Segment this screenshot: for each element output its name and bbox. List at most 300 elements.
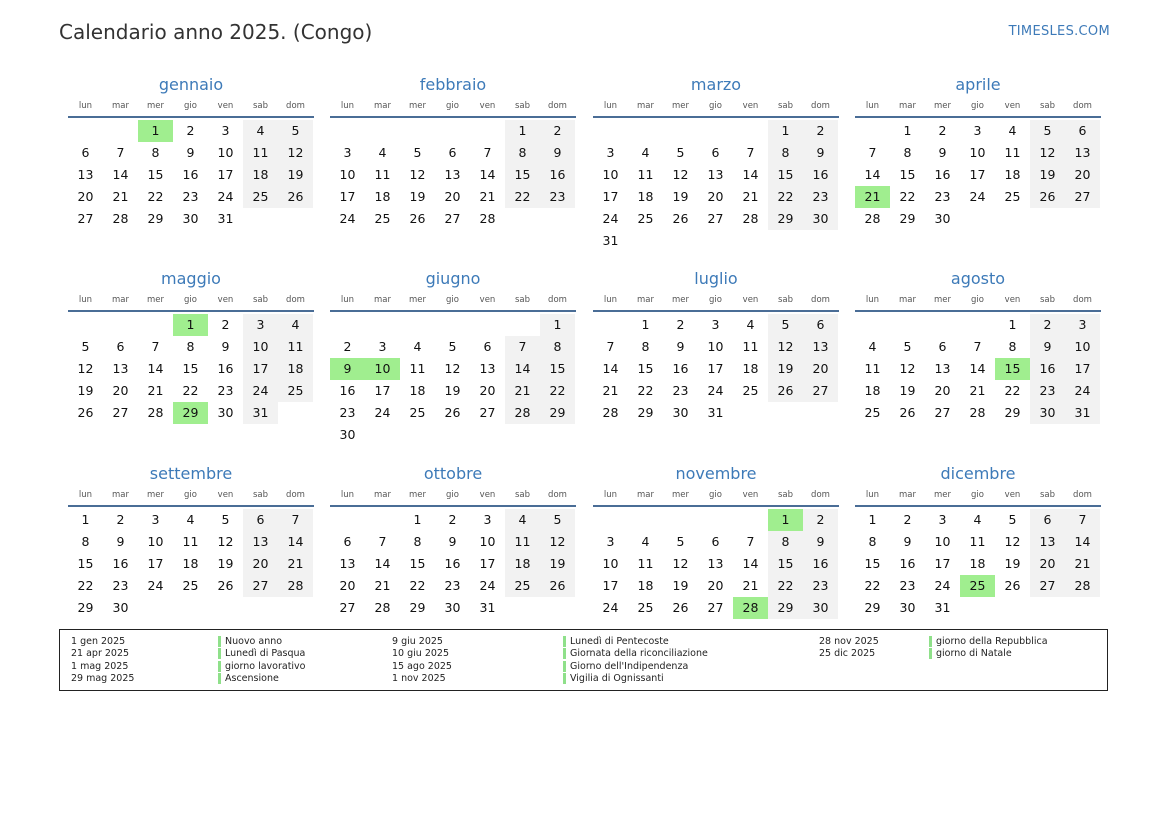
day-cell: 4 — [641, 534, 650, 549]
day-cell: 22 — [768, 186, 803, 208]
legend-dates-column — [819, 636, 879, 661]
day-cell: 4 — [378, 145, 387, 160]
day-cell: 19 — [278, 164, 313, 186]
day-cell: 30 — [1030, 402, 1065, 424]
day-cell: 27 — [243, 575, 278, 597]
legend-date: 28 nov 2025 — [819, 636, 879, 647]
weekday-label: mar — [899, 490, 916, 500]
weekday-label: mer — [671, 490, 689, 500]
weekday-label: gio — [446, 101, 459, 111]
month-novembre — [593, 463, 839, 619]
day-cell: 8 — [641, 339, 650, 354]
day-cell: 5 — [676, 534, 685, 549]
day-cell: 14 — [479, 167, 496, 182]
day-cell: 5 — [221, 512, 230, 527]
day-cell: 30 — [934, 211, 951, 226]
day-cell: 7 — [973, 339, 982, 354]
day-cell: 6 — [1030, 509, 1065, 531]
day-cell: 3 — [378, 339, 387, 354]
empty-cell — [365, 314, 400, 336]
weekday-label: lun — [78, 295, 93, 305]
weekday-label: mar — [112, 295, 129, 305]
day-cell: 26 — [278, 186, 313, 208]
legend-holiday-name: Giorno dell'Indipendenza — [563, 661, 688, 672]
day-cell: 5 — [81, 339, 90, 354]
day-cell: 29 — [637, 405, 654, 420]
legend-holiday-name: Lunedì di Pentecoste — [563, 636, 669, 647]
empty-cell — [470, 314, 505, 336]
empty-cell — [890, 314, 925, 336]
day-cell: 6 — [1065, 120, 1100, 142]
weekday-label: sab — [514, 101, 531, 111]
weekday-label: gio — [446, 490, 459, 500]
day-cell: 5 — [448, 339, 457, 354]
day-cell: 22 — [1004, 383, 1021, 398]
day-cell: 22 — [540, 380, 575, 402]
day-grid — [593, 120, 839, 252]
day-cell: 12 — [444, 361, 461, 376]
legend-names-column — [218, 636, 306, 686]
day-cell: 2 — [903, 512, 912, 527]
day-cell: 17 — [969, 167, 986, 182]
empty-cell — [593, 509, 628, 531]
legend-holiday-name: Lunedì di Pasqua — [218, 648, 305, 659]
day-cell: 25 — [637, 600, 654, 615]
day-cell: 16 — [672, 361, 689, 376]
day-cell: 28 — [864, 211, 881, 226]
day-cell: 18 — [637, 578, 654, 593]
day-cell: 13 — [803, 336, 838, 358]
day-cell: 22 — [77, 578, 94, 593]
day-cell: 18 — [243, 164, 278, 186]
day-cell: 30 — [899, 600, 916, 615]
weekday-label: dom — [548, 490, 567, 500]
month-title: novembre — [675, 464, 757, 483]
day-cell: 19 — [672, 189, 689, 204]
day-cell: 6 — [116, 339, 125, 354]
day-cell: 14 — [505, 358, 540, 380]
day-cell: 29 — [1004, 405, 1021, 420]
empty-cell — [698, 120, 733, 142]
day-cell: 12 — [899, 361, 916, 376]
day-cell: 29 — [768, 208, 803, 230]
weekday-header — [68, 96, 314, 118]
day-cell: 21 — [505, 380, 540, 402]
day-cell: 13 — [1065, 142, 1100, 164]
weekday-header — [68, 485, 314, 507]
weekday-label: lun — [340, 295, 355, 305]
day-cell: 26 — [444, 405, 461, 420]
weekday-label: ven — [479, 101, 496, 111]
day-cell: 28 — [505, 402, 540, 424]
day-cell: 18 — [864, 383, 881, 398]
month-maggio — [68, 268, 314, 424]
day-cell: 28 — [278, 575, 313, 597]
day-cell: 28 — [969, 405, 986, 420]
day-cell: 26 — [1004, 578, 1021, 593]
weekday-label: gio — [709, 295, 722, 305]
day-cell: 24 — [707, 383, 724, 398]
holiday-day-cell: 28 — [733, 597, 768, 619]
day-cell: 31 — [934, 600, 951, 615]
day-cell: 31 — [707, 405, 724, 420]
day-cell: 28 — [742, 211, 759, 226]
month-title: luglio — [694, 269, 738, 288]
weekday-label: mar — [899, 101, 916, 111]
day-cell: 7 — [505, 336, 540, 358]
day-cell: 30 — [112, 600, 129, 615]
day-cell: 9 — [1030, 336, 1065, 358]
day-cell: 11 — [374, 167, 391, 182]
day-cell: 13 — [934, 361, 951, 376]
day-cell: 1 — [413, 512, 422, 527]
weekday-label: ven — [479, 295, 496, 305]
day-cell: 27 — [479, 405, 496, 420]
empty-cell — [960, 314, 995, 336]
weekday-label: lun — [340, 101, 355, 111]
weekday-label: dom — [1073, 295, 1092, 305]
day-cell: 4 — [186, 512, 195, 527]
day-cell: 21 — [1065, 553, 1100, 575]
day-cell: 18 — [182, 556, 199, 571]
weekday-label: mar — [112, 490, 129, 500]
day-cell: 19 — [444, 383, 461, 398]
day-cell: 10 — [147, 534, 164, 549]
weekday-label: sab — [252, 490, 269, 500]
empty-cell — [733, 120, 768, 142]
day-cell: 5 — [540, 509, 575, 531]
day-cell: 21 — [112, 189, 129, 204]
weekday-header — [330, 485, 576, 507]
day-grid — [68, 120, 314, 230]
site-link[interactable]: TIMESLES.COM — [1008, 24, 1110, 39]
day-cell: 24 — [934, 578, 951, 593]
day-cell: 9 — [448, 534, 457, 549]
day-cell: 22 — [182, 383, 199, 398]
day-cell: 29 — [768, 597, 803, 619]
weekday-label: mar — [637, 490, 654, 500]
day-cell: 8 — [768, 142, 803, 164]
day-cell: 8 — [413, 534, 422, 549]
day-cell: 7 — [606, 339, 615, 354]
month-title: agosto — [950, 269, 1006, 288]
day-cell: 15 — [540, 358, 575, 380]
day-cell: 15 — [637, 361, 654, 376]
months-grid — [68, 74, 1102, 626]
day-cell: 24 — [602, 211, 619, 226]
month-title: dicembre — [940, 464, 1016, 483]
day-cell: 10 — [479, 534, 496, 549]
day-cell: 1 — [641, 317, 650, 332]
day-cell: 27 — [1065, 186, 1100, 208]
empty-cell — [663, 509, 698, 531]
day-cell: 5 — [278, 120, 313, 142]
day-cell: 23 — [217, 383, 234, 398]
day-cell: 28 — [147, 405, 164, 420]
weekday-label: ven — [1004, 295, 1021, 305]
legend-date: 25 dic 2025 — [819, 648, 876, 660]
day-cell: 20 — [339, 578, 356, 593]
weekday-label: sab — [1039, 101, 1056, 111]
legend-names-column — [563, 636, 708, 686]
weekday-label: gio — [971, 295, 984, 305]
day-cell: 28 — [602, 405, 619, 420]
day-cell: 6 — [938, 339, 947, 354]
day-cell: 13 — [479, 361, 496, 376]
day-cell: 9 — [540, 142, 575, 164]
day-cell: 8 — [151, 145, 160, 160]
day-cell: 12 — [672, 556, 689, 571]
day-cell: 1 — [868, 512, 877, 527]
weekday-label: mar — [112, 101, 129, 111]
day-cell: 4 — [505, 509, 540, 531]
empty-cell — [925, 314, 960, 336]
month-title: maggio — [161, 269, 221, 288]
month-dicembre — [855, 463, 1101, 619]
day-cell: 3 — [483, 512, 492, 527]
day-cell: 4 — [413, 339, 422, 354]
day-cell: 25 — [374, 211, 391, 226]
weekday-label: mer — [146, 101, 164, 111]
day-cell: 9 — [221, 339, 230, 354]
day-cell: 19 — [1030, 164, 1065, 186]
day-cell: 27 — [934, 405, 951, 420]
holiday-day-cell: 1 — [768, 509, 803, 531]
day-cell: 19 — [899, 383, 916, 398]
day-cell: 7 — [868, 145, 877, 160]
day-cell: 28 — [112, 211, 129, 226]
day-cell: 13 — [243, 531, 278, 553]
weekday-label: ven — [217, 295, 234, 305]
day-cell: 10 — [243, 336, 278, 358]
day-cell: 24 — [217, 189, 234, 204]
weekday-label: lun — [340, 490, 355, 500]
day-cell: 23 — [934, 189, 951, 204]
day-cell: 3 — [1065, 314, 1100, 336]
day-cell: 8 — [505, 142, 540, 164]
day-cell: 26 — [77, 405, 94, 420]
empty-cell — [103, 314, 138, 336]
holiday-day-cell: 1 — [173, 314, 208, 336]
day-cell: 19 — [768, 358, 803, 380]
day-cell: 15 — [147, 167, 164, 182]
day-cell: 2 — [448, 512, 457, 527]
weekday-label: mar — [374, 490, 391, 500]
day-cell: 21 — [742, 189, 759, 204]
day-cell: 5 — [903, 339, 912, 354]
day-cell: 4 — [973, 512, 982, 527]
day-cell: 21 — [278, 553, 313, 575]
day-cell: 29 — [409, 600, 426, 615]
month-giugno — [330, 268, 576, 446]
day-cell: 10 — [934, 534, 951, 549]
day-cell: 26 — [409, 211, 426, 226]
day-cell: 25 — [1004, 189, 1021, 204]
day-cell: 13 — [1030, 531, 1065, 553]
legend-date: 21 apr 2025 — [71, 648, 130, 660]
weekday-label: gio — [971, 101, 984, 111]
empty-cell — [628, 120, 663, 142]
weekday-label: ven — [217, 101, 234, 111]
day-cell: 2 — [116, 512, 125, 527]
weekday-label: lun — [78, 490, 93, 500]
day-cell: 30 — [803, 208, 838, 230]
day-cell: 8 — [903, 145, 912, 160]
day-cell: 18 — [409, 383, 426, 398]
day-cell: 27 — [444, 211, 461, 226]
day-cell: 11 — [1004, 145, 1021, 160]
day-cell: 16 — [217, 361, 234, 376]
day-cell: 14 — [1065, 531, 1100, 553]
day-cell: 5 — [676, 145, 685, 160]
day-cell: 20 — [707, 189, 724, 204]
weekday-label: dom — [286, 490, 305, 500]
day-cell: 5 — [413, 145, 422, 160]
day-cell: 20 — [803, 358, 838, 380]
day-cell: 26 — [1030, 186, 1065, 208]
weekday-label: dom — [1073, 490, 1092, 500]
day-cell: 21 — [602, 383, 619, 398]
legend-dates-column — [392, 636, 452, 686]
day-cell: 10 — [602, 167, 619, 182]
weekday-label: sab — [1039, 295, 1056, 305]
day-cell: 31 — [1065, 402, 1100, 424]
empty-cell — [435, 314, 470, 336]
day-cell: 9 — [803, 531, 838, 553]
day-cell: 14 — [969, 361, 986, 376]
day-cell: 3 — [938, 512, 947, 527]
weekday-label: gio — [184, 490, 197, 500]
month-agosto — [855, 268, 1101, 424]
day-cell: 27 — [803, 380, 838, 402]
day-cell: 20 — [112, 383, 129, 398]
legend-dates-column — [71, 636, 134, 686]
day-cell: 29 — [147, 211, 164, 226]
legend-holiday-name: giorno della Repubblica — [929, 636, 1048, 647]
day-cell: 11 — [969, 534, 986, 549]
day-cell: 22 — [637, 383, 654, 398]
day-cell: 27 — [1030, 575, 1065, 597]
weekday-label: ven — [479, 490, 496, 500]
day-cell: 26 — [672, 600, 689, 615]
day-cell: 20 — [444, 189, 461, 204]
day-cell: 29 — [540, 402, 575, 424]
legend-holiday-name: giorno lavorativo — [218, 661, 306, 672]
day-cell: 14 — [864, 167, 881, 182]
day-cell: 16 — [1030, 358, 1065, 380]
weekday-label: gio — [709, 490, 722, 500]
day-cell: 3 — [151, 512, 160, 527]
legend-holiday-name: giorno di Natale — [929, 648, 1012, 659]
day-cell: 17 — [479, 556, 496, 571]
day-cell: 16 — [899, 556, 916, 571]
day-cell: 7 — [746, 534, 755, 549]
day-cell: 12 — [1030, 142, 1065, 164]
day-cell: 15 — [409, 556, 426, 571]
weekday-label: dom — [286, 295, 305, 305]
weekday-label: mer — [933, 101, 951, 111]
weekday-label: dom — [1073, 101, 1092, 111]
legend-holiday-name: Nuovo anno — [218, 636, 282, 647]
day-cell: 20 — [934, 383, 951, 398]
empty-cell — [365, 120, 400, 142]
day-cell: 21 — [374, 578, 391, 593]
day-cell: 5 — [768, 314, 803, 336]
weekday-label: dom — [811, 101, 830, 111]
day-cell: 24 — [339, 211, 356, 226]
day-cell: 12 — [217, 534, 234, 549]
weekday-label: ven — [742, 490, 759, 500]
day-cell: 20 — [479, 383, 496, 398]
day-cell: 25 — [409, 405, 426, 420]
day-cell: 30 — [672, 405, 689, 420]
empty-cell — [330, 509, 365, 531]
day-cell: 11 — [409, 361, 426, 376]
day-cell: 19 — [409, 189, 426, 204]
day-cell: 13 — [339, 556, 356, 571]
day-cell: 24 — [147, 578, 164, 593]
day-cell: 1 — [540, 314, 575, 336]
day-cell: 26 — [217, 578, 234, 593]
month-title: settembre — [149, 464, 233, 483]
holiday-day-cell: 25 — [960, 575, 995, 597]
day-cell: 18 — [505, 553, 540, 575]
weekday-label: sab — [514, 490, 531, 500]
day-cell: 20 — [1065, 164, 1100, 186]
legend-date: 29 mag 2025 — [71, 673, 135, 685]
day-cell: 1 — [505, 120, 540, 142]
day-cell: 24 — [374, 405, 391, 420]
day-cell: 12 — [409, 167, 426, 182]
day-cell: 16 — [112, 556, 129, 571]
day-cell: 17 — [243, 358, 278, 380]
day-cell: 21 — [742, 578, 759, 593]
weekday-label: sab — [777, 295, 794, 305]
day-cell: 3 — [221, 123, 230, 138]
day-cell: 7 — [278, 509, 313, 531]
empty-cell — [400, 120, 435, 142]
day-cell: 27 — [707, 211, 724, 226]
day-cell: 26 — [672, 211, 689, 226]
day-cell: 4 — [1008, 123, 1017, 138]
day-cell: 6 — [243, 509, 278, 531]
month-title: ottobre — [423, 464, 483, 483]
weekday-label: gio — [446, 295, 459, 305]
day-cell: 5 — [1030, 120, 1065, 142]
day-grid — [330, 120, 576, 230]
day-cell: 10 — [1065, 336, 1100, 358]
day-cell: 19 — [77, 383, 94, 398]
weekday-label: mer — [671, 101, 689, 111]
weekday-label: sab — [1039, 490, 1056, 500]
weekday-label: lun — [865, 295, 880, 305]
day-cell: 18 — [1004, 167, 1021, 182]
day-cell: 30 — [803, 597, 838, 619]
day-cell: 6 — [711, 145, 720, 160]
day-cell: 13 — [707, 556, 724, 571]
day-cell: 7 — [746, 145, 755, 160]
day-cell: 28 — [1065, 575, 1100, 597]
day-cell: 7 — [483, 145, 492, 160]
day-cell: 26 — [540, 575, 575, 597]
month-title: gennaio — [158, 75, 224, 94]
day-cell: 11 — [742, 339, 759, 354]
day-cell: 6 — [343, 534, 352, 549]
day-cell: 10 — [707, 339, 724, 354]
day-cell: 30 — [339, 427, 356, 442]
month-gennaio — [68, 74, 314, 230]
day-cell: 12 — [768, 336, 803, 358]
